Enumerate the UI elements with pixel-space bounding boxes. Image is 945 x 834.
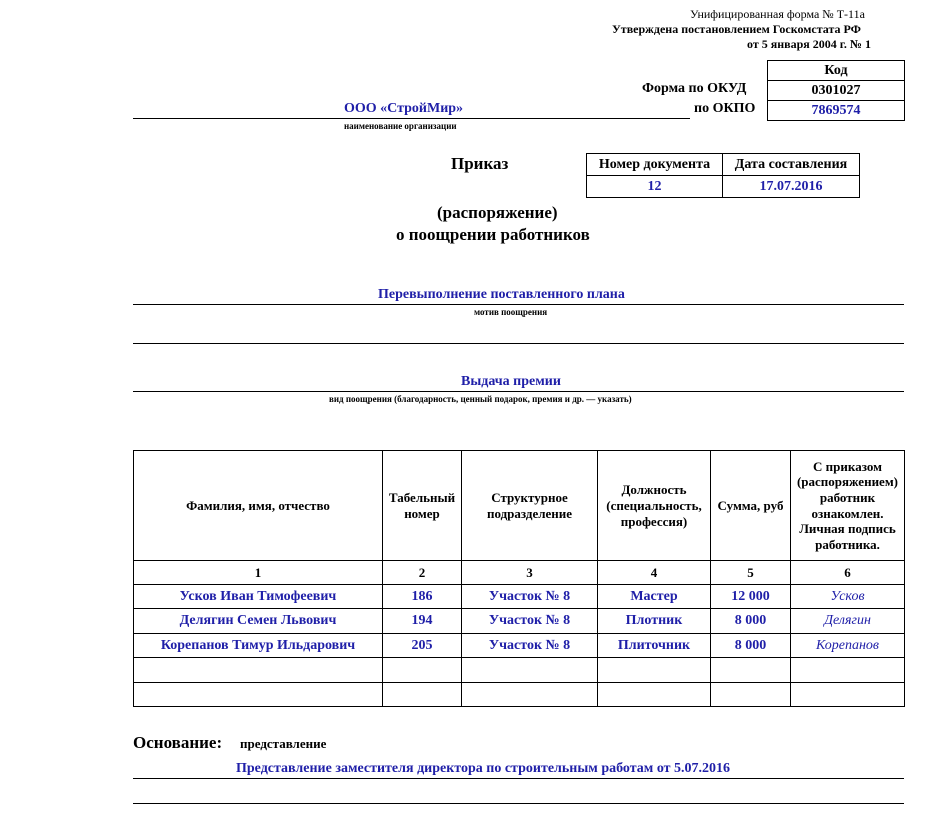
table-number-row	[134, 561, 905, 585]
col-number: 5	[711, 561, 791, 585]
employee-position: Мастер	[598, 585, 711, 609]
table-header-row	[134, 451, 905, 561]
employee-signature: Корепанов	[791, 634, 905, 658]
form-header-line2: Утверждена постановлением Госкомстата РФ	[612, 22, 861, 36]
col-number: 2	[383, 561, 462, 585]
employee-department: Участок № 8	[462, 609, 598, 634]
table-row	[134, 585, 905, 609]
employee-name: Корепанов Тимур Ильдарович	[134, 634, 383, 658]
header-fio: Фамилия, имя, отчество	[134, 451, 383, 561]
employee-department: Участок № 8	[462, 634, 598, 658]
col-number: 6	[791, 561, 905, 585]
reward-caption: вид поощрения (благодарность, ценный подарок, премия и др. — указать)	[329, 394, 632, 404]
table-row-empty	[134, 658, 905, 683]
col-number: 3	[462, 561, 598, 585]
employee-tab-number: 186	[383, 585, 462, 609]
motive-caption: мотив поощрения	[474, 307, 548, 317]
header-position: Должность (специальность, профессия)	[598, 451, 711, 561]
basis-underline	[133, 778, 904, 779]
basis-label: Основание:	[133, 733, 223, 752]
basis-value: Представление заместителя директора по строительным работам от 5.07.2016	[236, 761, 731, 776]
employee-signature: Делягин	[791, 609, 905, 634]
form-header-line1: Унифицированная форма № Т-11а	[690, 7, 865, 21]
col-number: 1	[134, 561, 383, 585]
order-title: Приказ	[451, 154, 509, 173]
header-signature: С приказом (распоряжением) работник ознакомлен. Личная подпись работника.	[791, 451, 905, 561]
okud-label: Форма по ОКУД	[642, 81, 747, 96]
employee-signature: Усков	[791, 585, 905, 609]
codes-table	[767, 60, 905, 121]
doc-number-header: Номер документа	[587, 154, 723, 176]
okpo-value: 7869574	[768, 101, 905, 121]
table-row	[134, 609, 905, 634]
table-row	[134, 634, 905, 658]
employee-amount: 12 000	[711, 585, 791, 609]
reward-underline	[133, 391, 904, 392]
header-department: Структурное подразделение	[462, 451, 598, 561]
order-subtitle: (распоряжение)	[437, 203, 558, 222]
motive-value: Перевыполнение поставленного плана	[378, 287, 625, 302]
motive-underline-2	[133, 343, 904, 344]
employees-table	[133, 450, 905, 707]
employee-name: Усков Иван Тимофеевич	[134, 585, 383, 609]
okud-value: 0301027	[768, 81, 905, 101]
document-info-table	[586, 153, 860, 198]
organization-caption: наименование организации	[344, 121, 457, 131]
table-row-empty	[134, 683, 905, 707]
header-tab-number: Табельный номер	[383, 451, 462, 561]
employee-amount: 8 000	[711, 634, 791, 658]
employee-position: Плотник	[598, 609, 711, 634]
employee-amount: 8 000	[711, 609, 791, 634]
basis-underline-2	[133, 803, 904, 804]
organization-name: ООО «СтройМир»	[344, 101, 464, 116]
basis-sublabel: представление	[240, 736, 327, 751]
order-subject: о поощрении работников	[396, 225, 590, 244]
employee-department: Участок № 8	[462, 585, 598, 609]
employee-name: Делягин Семен Львович	[134, 609, 383, 634]
reward-value: Выдача премии	[461, 374, 561, 389]
doc-date-header: Дата составления	[723, 154, 860, 176]
employee-tab-number: 205	[383, 634, 462, 658]
header-amount: Сумма, руб	[711, 451, 791, 561]
doc-number-value: 12	[587, 176, 723, 198]
doc-date-value: 17.07.2016	[723, 176, 860, 198]
motive-underline	[133, 304, 904, 305]
organization-underline	[133, 118, 690, 119]
okpo-label: по ОКПО	[694, 101, 756, 116]
col-number: 4	[598, 561, 711, 585]
employee-position: Плиточник	[598, 634, 711, 658]
employee-tab-number: 194	[383, 609, 462, 634]
code-header: Код	[768, 61, 905, 81]
form-header-line3: от 5 января 2004 г. № 1	[747, 37, 871, 51]
